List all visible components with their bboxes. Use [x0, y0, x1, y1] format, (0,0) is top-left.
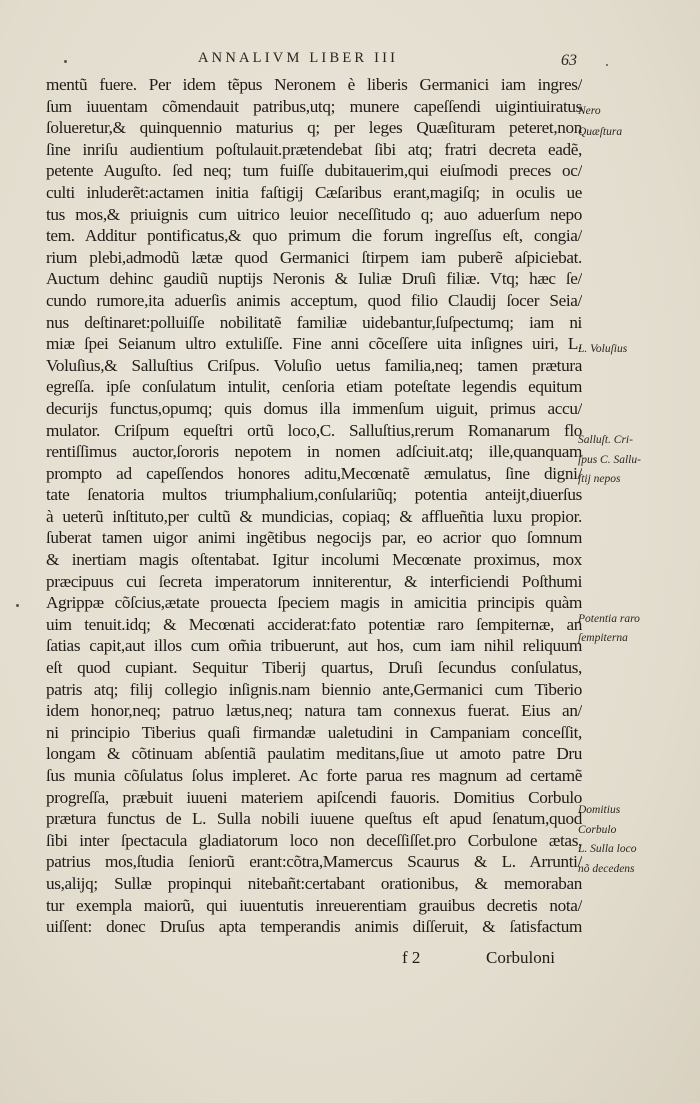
text-line: patris atq; filij collegio inſignis.nam biennio ante,Germanici cum Tiberio	[46, 679, 582, 699]
text-line: ſuberat tamen uigor animi ingẽtibus negocijs par, eo acrior quo ſomnum	[46, 528, 582, 548]
text-line: prætura functus de L. Sulla nobili iuuene queſtus eſt apud ſenatum,quod	[46, 809, 582, 829]
text-line: tem. Additur pontificatus,& quo primum die forum ingreſſus eſt, congia/	[46, 226, 582, 246]
text-line: uim tenuit.idq; & Mecœnati acciderat:fato potentiæ raro ſempiternæ, an	[46, 614, 582, 634]
margin-note-potentia-1: Potentia raro	[578, 613, 640, 625]
ink-speck	[16, 604, 19, 607]
text-line: miæ ſpei Seianum ultro extuliſſe. Fine anni cõceſſere uita inſignes uiri, L.	[46, 334, 582, 354]
text-line: petente Auguſto. ſed neq; tum fuiſſe dubitauerim,qui eiuſmodi preces oc/	[46, 161, 582, 181]
text-line: mentũ fuere. Per idem tẽpus Neronem è liberis Germanici iam ingres/	[46, 75, 582, 94]
text-line: longam & cõtinuam abſentiã paulatim meditans,ſiue ut amoto patre Dru	[46, 744, 582, 764]
margin-note-sallust-3: ſtij nepos	[578, 473, 621, 485]
text-line: progreſſa, præbuit iuueni materiem apiſcendi fauoris. Domitius Corbulo	[46, 787, 582, 807]
ink-speck	[606, 64, 608, 66]
text-line: tus mos,& priuignis cum uitrico leuior neceſſitudo q; auo aduerſum nepo	[46, 204, 582, 224]
catchword: Corbuloni	[486, 948, 555, 967]
text-line: ni principio Tiberius quaſi firmandæ ualetudini in Campaniam conceſſit,	[46, 722, 582, 742]
margin-note-potentia-2: ſempiterna	[578, 632, 628, 644]
text-line: idem honor,neq; patruo lætus,neq; natura tam connexus fuerat. Eius an/	[46, 701, 582, 721]
margin-note-corbulo-2: Corbulo	[578, 824, 617, 836]
margin-note-nero-2: Quæſtura	[578, 126, 623, 138]
signature-mark: f 2	[402, 948, 421, 967]
text-line: ſum iuuentam cõmendauit patribus,utq; munere capeſſendi uigintiuiratus	[46, 96, 582, 116]
text-line: Auctum dehinc gaudiũ nuptijs Neronis & Iuliæ Druſi filiæ. Vtq; hæc ſe/	[46, 269, 582, 289]
text-line: decurijs functus,opumq; quis domus illa immenſum uiguit, primus accu/	[46, 398, 582, 418]
running-title: ANNALIVM LIBER III	[198, 50, 399, 66]
margin-note-sallust-2: ſpus C. Sallu-	[578, 454, 641, 466]
text-line: culti inluderẽt:actamen initia faſtigij Cæſaribus erant,magiſq; in oculis ue	[46, 182, 582, 202]
text-line: egreſſa. ipſe conſulatum intulit, cenſoria etiam poteſtate legendis equitum	[46, 377, 582, 397]
text-line: nus deſtinaret:polluiſſe nobilitatẽ familiæ uidebantur,ſuſpectumq; iam ni	[46, 312, 582, 332]
text-line: rentiſſimus auctor,ſororis nepotem in nomen adſciuit.atq; ille,quanquam	[46, 442, 582, 462]
text-line: ſibi inter ſpectacula gladiatorum loco non deceſſiſſet.pro Corbulone ætas,	[46, 830, 582, 850]
ink-speck	[64, 60, 67, 63]
text-line: ſine inriſu audientium poſtulauit.prætendebat ſibi atq; fratri decreta eadẽ,	[46, 139, 582, 159]
text-line: tate ſenatoria multos triumphalium,conſulariũq; potentia anteijt,diuerſus	[46, 485, 582, 505]
folio-number: 63	[561, 52, 577, 69]
margin-note-corbulo-1: Domitius	[578, 804, 621, 816]
text-line: eſt quod cupiant. Sequitur Tiberij quartus, Druſi ſecundus conſulatus,	[46, 658, 582, 678]
text-line: rium plebi,admodũ lætæ quod Germanici ſtirpem iam puberẽ aſpiciebat.	[46, 247, 582, 267]
margin-note-sulla-1: L. Sulla loco	[578, 843, 637, 855]
margin-note-sallust-1: Salluſt. Cri-	[578, 434, 633, 446]
text-line: tur exempla maiorũ, qui iuuentutis inreuerentiam grauibus decretis nota/	[46, 895, 582, 915]
text-line: mulator. Criſpum equeſtri ortũ loco,C. Salluſtius,rerum Romanarum flo	[46, 420, 582, 440]
text-line: præcipuus cui ſecreta imperatorum inniterentur, & interficiendi Poſthumi	[46, 571, 582, 591]
margin-note-nero-1: Nero	[578, 105, 601, 117]
margin-note-volusius: L. Voluſius	[578, 343, 628, 355]
text-line: ſus munia cõſulatus ſolus impleret. Ac forte parua res magnum ad certamẽ	[46, 766, 582, 785]
text-line: ſatias capit,aut illos cum om̃ia tribuerunt, aut hos, cum iam nihil reliquum	[46, 636, 582, 656]
text-line: cundo rumore,ita aduerſis animis acceptum, quod filio Claudij ſocer Seia/	[46, 290, 582, 310]
text-line: us,alijq; Sullæ propinqui nitebañt:certabant orationibus, & memoraban	[46, 873, 582, 893]
text-line: ſolueretur,& quinquennio maturius q; per leges Quæſituram peteret,non	[46, 118, 582, 138]
text-line: patrius mos,ſtudia ſeniorũ erant:cõtra,Mamercus Scaurus & L. Arrunti/	[46, 852, 582, 872]
text-line: Voluſius,& Salluſtius Criſpus. Voluſio uetus familia,neq; tamen prætura	[46, 355, 582, 375]
text-line: uiſſent: donec Druſus apta temperandis animis diſſeruit, & ſatisfactum	[46, 917, 582, 937]
text-line: à ueterũ inſtituto,per cultũ & mundicias, copiaq; & afflueñtia luxu propior.	[46, 506, 582, 526]
main-text-block	[46, 74, 582, 938]
text-line: & inertiam magis oſtentabat. Igitur incolumi Mecœnate proximus, mox	[46, 550, 582, 570]
text-line: Agrippæ cõſcius,ætate prouecta ſpeciem magis in amicitia principis quàm	[46, 593, 582, 613]
margin-note-sulla-2: nõ decedens	[578, 863, 635, 875]
text-line: prompto ad capeſſendos honores aditu,Mecœnatẽ æmulatus, ſine digni/	[46, 463, 582, 483]
